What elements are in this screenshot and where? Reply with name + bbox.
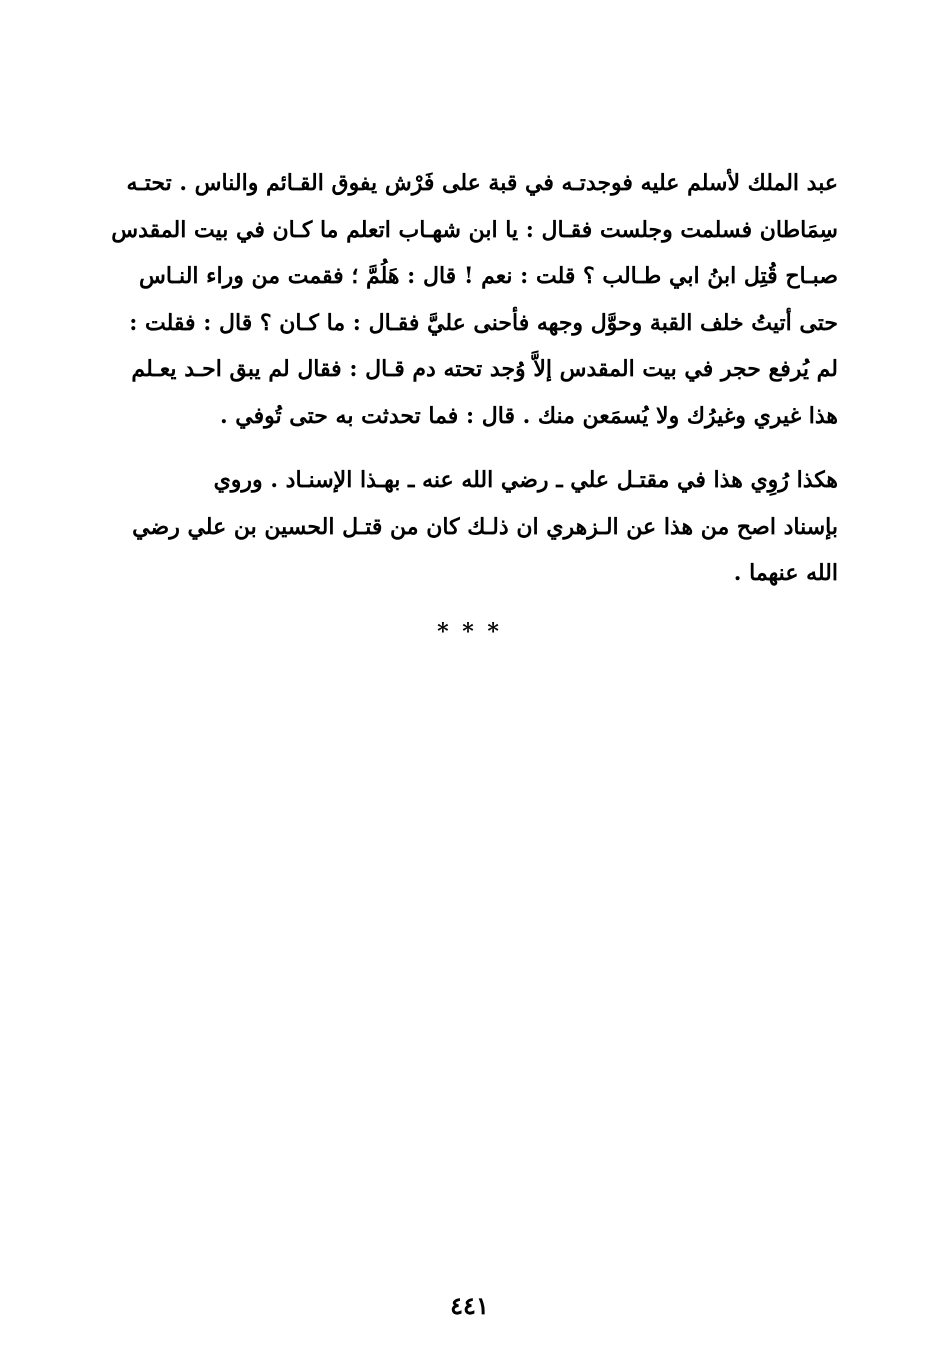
paragraph-line: لم يُرفع حجر في بيت المقدس إلاَّ وُجد تحته دم قـال : فقال لم يبق احـد يعـلم bbox=[131, 356, 838, 382]
paragraph-1 bbox=[108, 160, 838, 439]
page-number: ٤٤١ bbox=[450, 1291, 489, 1320]
paragraph-line: حتى أتيتُ خلف القبة وحوَّل وجهه فأحنى عليَّ فقـال : ما كـان ؟ قال : فقلت : bbox=[129, 309, 838, 336]
paragraph-line: هذا غيري وغيرُك ولا يُسمَعن منك . قال : فما تحدثت به حتى تُوفي . bbox=[219, 402, 838, 429]
paragraph-line: عبد الملك لأسلم عليه فوجدتـه في قبة على فَرْش يفوق القـائم والناس . تحتـه bbox=[126, 170, 838, 196]
paragraph-line: هكذا رُوِي هذا في مقتـل علي ـ رضي الله عنه ـ بهـذا الإسنـاد . وروي bbox=[213, 467, 838, 493]
paragraph-line: سِمَاطان فسلمت وجلست فقـال : يا ابن شهـاب اتعلم ما كـان في بيت المقدس bbox=[111, 216, 838, 243]
paragraph-line: الله عنهما . bbox=[733, 560, 838, 586]
section-separator: * * * bbox=[437, 619, 502, 645]
paragraph-line: صبـاح قُتِل ابنُ ابي طـالب ؟ قلت : نعم ! قال : هَلُمَّ ؛ فقمت من وراء النـاس bbox=[139, 263, 838, 289]
paragraph-2 bbox=[108, 457, 838, 597]
paragraph-line: بإسناد اصح من هذا عن الـزهري ان ذلـك كان من قتـل الحسين بن علي رضي bbox=[132, 513, 838, 540]
